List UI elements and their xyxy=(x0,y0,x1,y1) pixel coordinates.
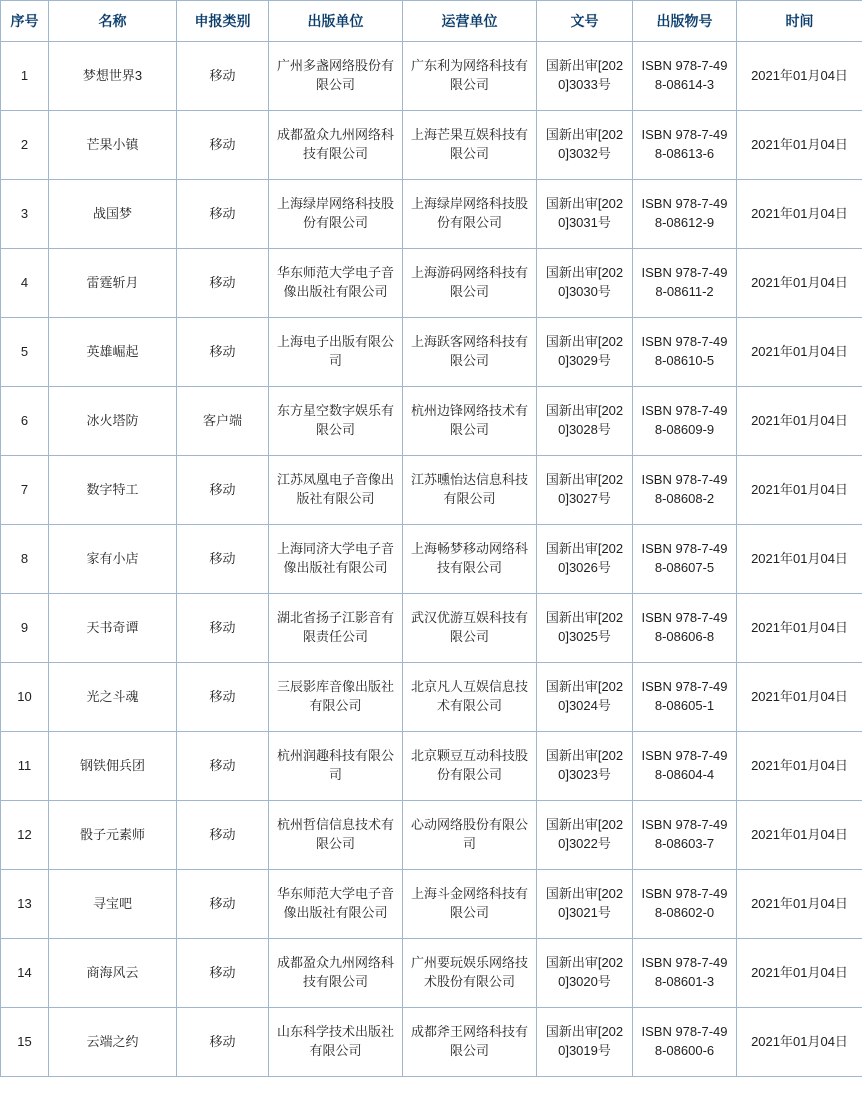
cell-date: 2021年01月04日 xyxy=(737,663,862,732)
cell-operator: 广东利为网络科技有限公司 xyxy=(403,42,537,111)
cell-name: 商海风云 xyxy=(49,939,177,1008)
cell-category: 移动 xyxy=(177,801,269,870)
cell-isbn: ISBN 978-7-498-08600-6 xyxy=(633,1008,737,1077)
cell-date: 2021年01月04日 xyxy=(737,939,862,1008)
cell-date: 2021年01月04日 xyxy=(737,870,862,939)
cell-publisher: 三辰影库音像出版社有限公司 xyxy=(269,663,403,732)
cell-publisher: 江苏凤凰电子音像出版社有限公司 xyxy=(269,456,403,525)
cell-category: 移动 xyxy=(177,111,269,180)
page-bottom-spacer xyxy=(0,1077,862,1093)
column-header-operator: 运营单位 xyxy=(403,1,537,42)
cell-name: 家有小店 xyxy=(49,525,177,594)
table-header xyxy=(1,1,862,42)
cell-publisher: 华东师范大学电子音像出版社有限公司 xyxy=(269,870,403,939)
cell-doc-no: 国新出审[2020]3033号 xyxy=(537,42,633,111)
cell-operator: 广州要玩娱乐网络技术股份有限公司 xyxy=(403,939,537,1008)
cell-date: 2021年01月04日 xyxy=(737,456,862,525)
column-header-publisher: 出版单位 xyxy=(269,1,403,42)
cell-publisher: 杭州哲信信息技术有限公司 xyxy=(269,801,403,870)
cell-name: 钢铁佣兵团 xyxy=(49,732,177,801)
cell-category: 移动 xyxy=(177,180,269,249)
cell-publisher: 上海电子出版有限公司 xyxy=(269,318,403,387)
cell-isbn: ISBN 978-7-498-08603-7 xyxy=(633,801,737,870)
cell-category: 客户端 xyxy=(177,387,269,456)
cell-operator: 武汉优游互娱科技有限公司 xyxy=(403,594,537,663)
cell-category: 移动 xyxy=(177,939,269,1008)
cell-isbn: ISBN 978-7-498-08614-3 xyxy=(633,42,737,111)
column-header-doc-no: 文号 xyxy=(537,1,633,42)
cell-date: 2021年01月04日 xyxy=(737,42,862,111)
cell-publisher: 东方星空数字娱乐有限公司 xyxy=(269,387,403,456)
cell-name: 云端之约 xyxy=(49,1008,177,1077)
cell-publisher: 华东师范大学电子音像出版社有限公司 xyxy=(269,249,403,318)
cell-index: 7 xyxy=(1,456,49,525)
cell-operator: 心动网络股份有限公司 xyxy=(403,801,537,870)
cell-doc-no: 国新出审[2020]3022号 xyxy=(537,801,633,870)
table-row xyxy=(1,1008,862,1077)
cell-doc-no: 国新出审[2020]3024号 xyxy=(537,663,633,732)
cell-isbn: ISBN 978-7-498-08609-9 xyxy=(633,387,737,456)
cell-category: 移动 xyxy=(177,456,269,525)
cell-index: 11 xyxy=(1,732,49,801)
cell-name: 冰火塔防 xyxy=(49,387,177,456)
cell-doc-no: 国新出审[2020]3027号 xyxy=(537,456,633,525)
table-body xyxy=(1,42,862,1077)
cell-index: 1 xyxy=(1,42,49,111)
table-header-row xyxy=(1,1,862,42)
cell-category: 移动 xyxy=(177,1008,269,1077)
cell-isbn: ISBN 978-7-498-08610-5 xyxy=(633,318,737,387)
cell-date: 2021年01月04日 xyxy=(737,801,862,870)
cell-operator: 上海芒果互娱科技有限公司 xyxy=(403,111,537,180)
cell-date: 2021年01月04日 xyxy=(737,249,862,318)
cell-isbn: ISBN 978-7-498-08612-9 xyxy=(633,180,737,249)
cell-category: 移动 xyxy=(177,318,269,387)
cell-date: 2021年01月04日 xyxy=(737,387,862,456)
cell-doc-no: 国新出审[2020]3026号 xyxy=(537,525,633,594)
cell-name: 英雄崛起 xyxy=(49,318,177,387)
cell-date: 2021年01月04日 xyxy=(737,1008,862,1077)
table-row xyxy=(1,525,862,594)
cell-operator: 江苏曛怡达信息科技有限公司 xyxy=(403,456,537,525)
cell-name: 寻宝吧 xyxy=(49,870,177,939)
cell-publisher: 上海同济大学电子音像出版社有限公司 xyxy=(269,525,403,594)
cell-date: 2021年01月04日 xyxy=(737,111,862,180)
cell-index: 13 xyxy=(1,870,49,939)
table-row xyxy=(1,939,862,1008)
cell-doc-no: 国新出审[2020]3028号 xyxy=(537,387,633,456)
cell-doc-no: 国新出审[2020]3029号 xyxy=(537,318,633,387)
table-row xyxy=(1,663,862,732)
cell-isbn: ISBN 978-7-498-08606-8 xyxy=(633,594,737,663)
cell-operator: 上海绿岸网络科技股份有限公司 xyxy=(403,180,537,249)
cell-publisher: 杭州润趣科技有限公司 xyxy=(269,732,403,801)
cell-name: 光之斗魂 xyxy=(49,663,177,732)
cell-doc-no: 国新出审[2020]3020号 xyxy=(537,939,633,1008)
cell-category: 移动 xyxy=(177,594,269,663)
column-header-index: 序号 xyxy=(1,1,49,42)
table-row xyxy=(1,456,862,525)
cell-index: 14 xyxy=(1,939,49,1008)
table-row xyxy=(1,594,862,663)
cell-publisher: 山东科学技术出版社有限公司 xyxy=(269,1008,403,1077)
cell-publisher: 广州多盏网络股份有限公司 xyxy=(269,42,403,111)
table-row xyxy=(1,318,862,387)
cell-name: 战国梦 xyxy=(49,180,177,249)
cell-category: 移动 xyxy=(177,870,269,939)
cell-doc-no: 国新出审[2020]3025号 xyxy=(537,594,633,663)
cell-publisher: 上海绿岸网络科技股份有限公司 xyxy=(269,180,403,249)
cell-operator: 上海畅梦移动网络科技有限公司 xyxy=(403,525,537,594)
table-row xyxy=(1,111,862,180)
cell-date: 2021年01月04日 xyxy=(737,180,862,249)
cell-index: 8 xyxy=(1,525,49,594)
cell-operator: 北京颗豆互动科技股份有限公司 xyxy=(403,732,537,801)
table-row xyxy=(1,387,862,456)
cell-isbn: ISBN 978-7-498-08602-0 xyxy=(633,870,737,939)
cell-index: 2 xyxy=(1,111,49,180)
cell-doc-no: 国新出审[2020]3019号 xyxy=(537,1008,633,1077)
cell-index: 4 xyxy=(1,249,49,318)
cell-date: 2021年01月04日 xyxy=(737,594,862,663)
cell-doc-no: 国新出审[2020]3023号 xyxy=(537,732,633,801)
cell-date: 2021年01月04日 xyxy=(737,525,862,594)
table-row xyxy=(1,42,862,111)
cell-index: 10 xyxy=(1,663,49,732)
cell-isbn: ISBN 978-7-498-08608-2 xyxy=(633,456,737,525)
cell-isbn: ISBN 978-7-498-08607-5 xyxy=(633,525,737,594)
cell-doc-no: 国新出审[2020]3031号 xyxy=(537,180,633,249)
cell-doc-no: 国新出审[2020]3030号 xyxy=(537,249,633,318)
cell-category: 移动 xyxy=(177,42,269,111)
cell-operator: 成都斧王网络科技有限公司 xyxy=(403,1008,537,1077)
cell-name: 梦想世界3 xyxy=(49,42,177,111)
table-row xyxy=(1,180,862,249)
table-row xyxy=(1,732,862,801)
column-header-isbn: 出版物号 xyxy=(633,1,737,42)
cell-operator: 上海跃客网络科技有限公司 xyxy=(403,318,537,387)
cell-category: 移动 xyxy=(177,249,269,318)
cell-category: 移动 xyxy=(177,525,269,594)
cell-operator: 北京凡人互娱信息技术有限公司 xyxy=(403,663,537,732)
cell-operator: 上海游码网络科技有限公司 xyxy=(403,249,537,318)
cell-date: 2021年01月04日 xyxy=(737,732,862,801)
cell-index: 9 xyxy=(1,594,49,663)
cell-category: 移动 xyxy=(177,663,269,732)
cell-isbn: ISBN 978-7-498-08611-2 xyxy=(633,249,737,318)
cell-name: 数字特工 xyxy=(49,456,177,525)
cell-name: 雷霆斩月 xyxy=(49,249,177,318)
column-header-name: 名称 xyxy=(49,1,177,42)
cell-operator: 上海斗金网络科技有限公司 xyxy=(403,870,537,939)
cell-category: 移动 xyxy=(177,732,269,801)
table-row xyxy=(1,801,862,870)
column-header-date: 时间 xyxy=(737,1,862,42)
cell-isbn: ISBN 978-7-498-08601-3 xyxy=(633,939,737,1008)
cell-index: 5 xyxy=(1,318,49,387)
cell-index: 6 xyxy=(1,387,49,456)
cell-operator: 杭州边锋网络技术有限公司 xyxy=(403,387,537,456)
cell-index: 3 xyxy=(1,180,49,249)
cell-publisher: 湖北省扬子江影音有限责任公司 xyxy=(269,594,403,663)
cell-name: 骰子元素师 xyxy=(49,801,177,870)
cell-index: 12 xyxy=(1,801,49,870)
cell-isbn: ISBN 978-7-498-08613-6 xyxy=(633,111,737,180)
table-row xyxy=(1,249,862,318)
cell-doc-no: 国新出审[2020]3032号 xyxy=(537,111,633,180)
cell-isbn: ISBN 978-7-498-08605-1 xyxy=(633,663,737,732)
cell-doc-no: 国新出审[2020]3021号 xyxy=(537,870,633,939)
cell-publisher: 成都盈众九州网络科技有限公司 xyxy=(269,111,403,180)
cell-date: 2021年01月04日 xyxy=(737,318,862,387)
column-header-category: 申报类别 xyxy=(177,1,269,42)
table-row xyxy=(1,870,862,939)
cell-index: 15 xyxy=(1,1008,49,1077)
cell-name: 芒果小镇 xyxy=(49,111,177,180)
cell-name: 天书奇谭 xyxy=(49,594,177,663)
cell-isbn: ISBN 978-7-498-08604-4 xyxy=(633,732,737,801)
cell-publisher: 成都盈众九州网络科技有限公司 xyxy=(269,939,403,1008)
